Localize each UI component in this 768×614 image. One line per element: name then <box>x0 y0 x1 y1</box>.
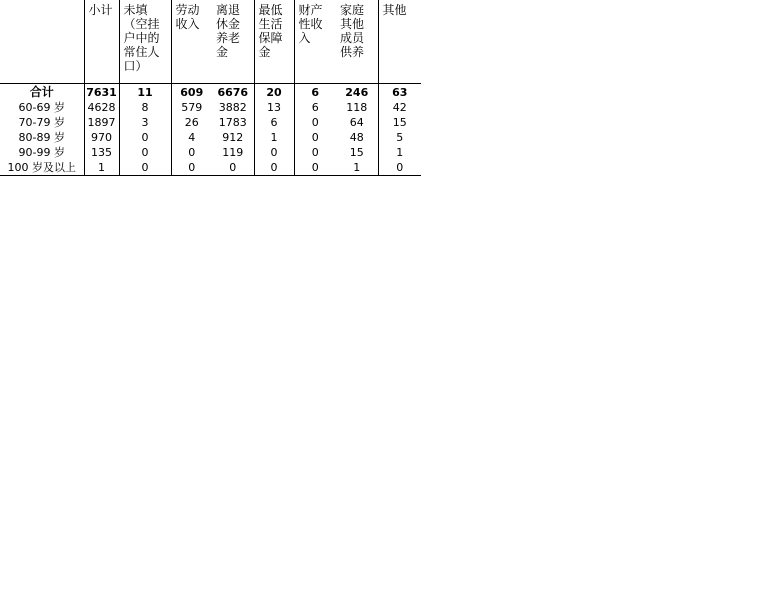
table-cell: 1 <box>336 160 378 176</box>
table-cell: 42 <box>378 100 421 115</box>
header-minimum-living-allowance: 最低 生活 保障 金 <box>254 0 294 84</box>
header-corner-cell <box>0 0 84 84</box>
row-label: 合计 <box>29 84 54 99</box>
table-cell: 8 <box>119 100 171 115</box>
table-cell: 26 <box>171 115 212 130</box>
table-cell: 0 <box>119 145 171 160</box>
table-row <box>0 100 421 115</box>
header-unfilled: 未填 （空挂 户中的 常住人 口） <box>119 0 171 84</box>
table-cell: 135 <box>84 145 119 160</box>
table-cell: 1 <box>84 160 119 176</box>
header-other: 其他 <box>378 0 421 84</box>
table-cell: 118 <box>346 101 368 114</box>
table-cell: 0 <box>171 160 212 176</box>
table-cell: 0 <box>171 145 212 160</box>
table-cell: 3882 <box>218 101 247 114</box>
table-cell: 0 <box>212 160 254 176</box>
row-label: 60-69 岁 <box>18 101 65 114</box>
table-row <box>0 115 421 130</box>
header-property-income: 财产 性收 入 <box>294 0 336 84</box>
table-cell: 0 <box>119 160 171 176</box>
table-cell: 11 <box>119 84 171 101</box>
header-labor-income: 劳动 收入 <box>171 0 212 84</box>
table-cell: 15 <box>349 146 364 159</box>
row-label: 70-79 岁 <box>18 116 65 129</box>
table-cell: 4 <box>171 130 212 145</box>
table-cell: 0 <box>294 115 336 130</box>
table-cell: 3 <box>119 115 171 130</box>
table-cell: 0 <box>294 130 336 145</box>
table-cell: 1897 <box>84 115 119 130</box>
table-cell: 15 <box>378 115 421 130</box>
table-cell: 1 <box>254 130 294 145</box>
table-cell: 119 <box>222 146 244 159</box>
row-label: 100 岁及以上 <box>0 160 84 176</box>
table-cell: 579 <box>171 100 212 115</box>
row-label: 80-89 岁 <box>18 131 65 144</box>
table-row <box>0 160 421 176</box>
table-cell: 63 <box>378 84 421 101</box>
table-cell: 0 <box>254 160 294 176</box>
table-cell: 1783 <box>218 116 247 129</box>
header-subtotal: 小计 <box>84 0 119 84</box>
table-cell: 609 <box>171 84 212 101</box>
table-cell: 0 <box>119 130 171 145</box>
table-total-row <box>0 84 421 101</box>
table-row <box>0 145 421 160</box>
table-row <box>0 130 421 145</box>
table-cell: 0 <box>294 145 336 160</box>
table-cell: 912 <box>222 131 244 144</box>
table-cell: 1 <box>378 145 421 160</box>
table-header-row <box>0 0 421 84</box>
table-cell: 6 <box>294 100 336 115</box>
income-source-table <box>0 0 421 176</box>
table-cell: 48 <box>349 131 364 144</box>
table-cell: 6676 <box>217 85 249 99</box>
table-cell: 4628 <box>84 100 119 115</box>
table-cell: 0 <box>254 145 294 160</box>
table-cell: 64 <box>349 116 364 129</box>
table-cell: 0 <box>378 160 421 176</box>
table-cell: 246 <box>345 85 369 99</box>
table-cell: 6 <box>294 84 336 101</box>
table-cell: 7631 <box>84 84 119 101</box>
table-cell: 20 <box>254 84 294 101</box>
row-label: 90-99 岁 <box>18 146 65 159</box>
header-family-support: 家庭 其他 成员 供养 <box>336 0 378 84</box>
header-pension: 离退 休金 养老 金 <box>212 0 254 84</box>
table-cell: 0 <box>294 160 336 176</box>
table-cell: 970 <box>84 130 119 145</box>
table-cell: 5 <box>378 130 421 145</box>
table-cell: 6 <box>254 115 294 130</box>
table-cell: 13 <box>254 100 294 115</box>
